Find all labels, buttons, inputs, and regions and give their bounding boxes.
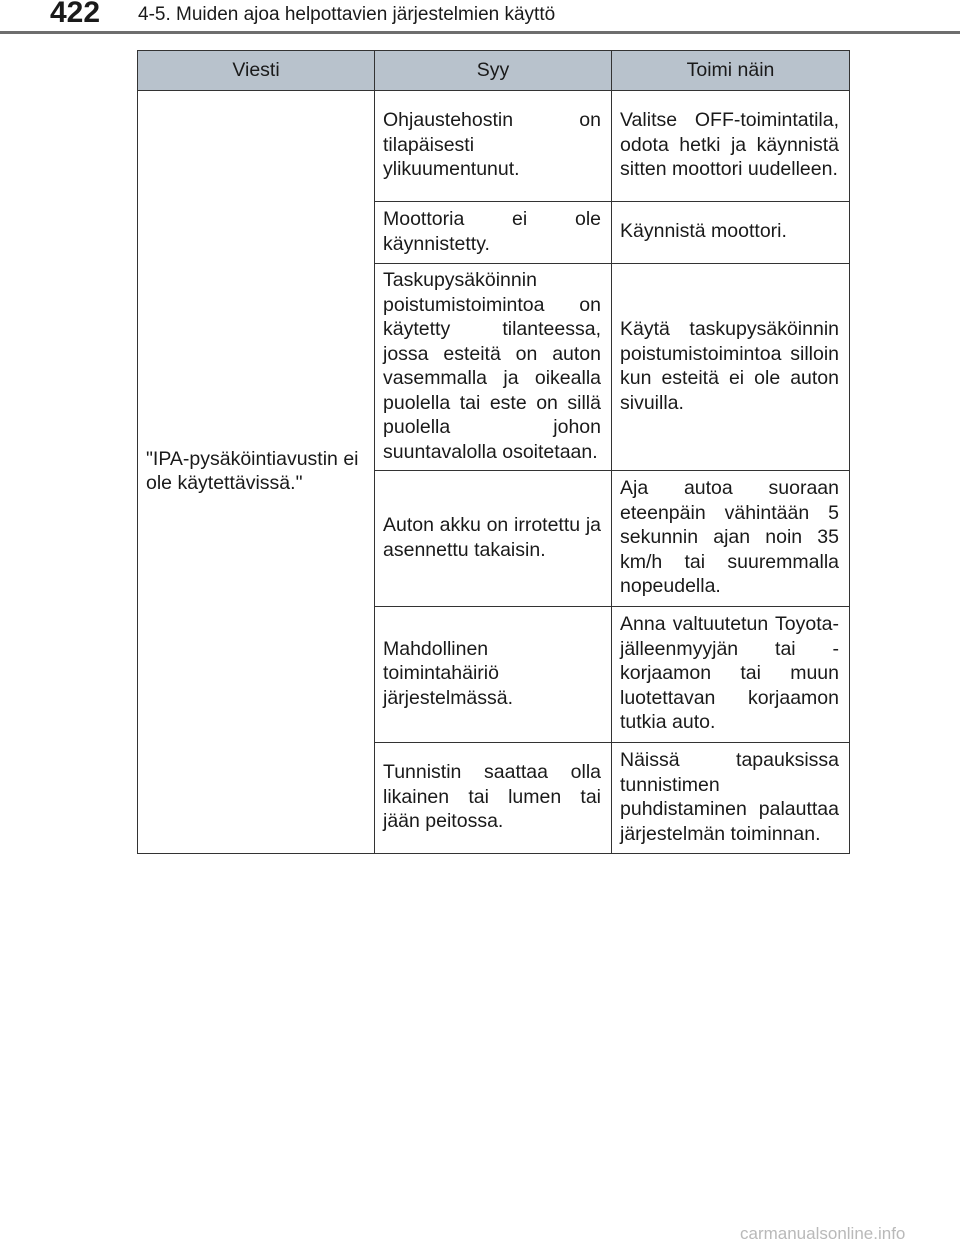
watermark: carmanualsonline.info [740,1224,906,1243]
section-title: 4-5. Muiden ajoa helpottavien järjestelmien käyttö [138,4,556,25]
action-cell: Valitse OFF-toimintatila, odota hetki ja käynnistä sitten moottori uudelleen. [612,91,850,202]
cause-cell: Ohjaustehostin on tilapäisesti ylikuumentunut. [375,91,612,202]
message-cell: "IPA-pysäköintiavustin ei ole käytettävissä." [138,91,375,854]
action-cell: Käytä taskupysäköinnin poistumistoimintoa silloin kun esteitä ei ole auton sivuilla. [612,264,850,471]
column-header-action: Toimi näin [612,51,850,91]
column-header-message: Viesti [138,51,375,91]
cause-cell: Taskupysäköinnin poistumistoimintoa on käytetty tilanteessa, jossa esteitä on auton vasemmalla ja oikealla puolella tai este on sillä puolella johon suuntavalolla osoitetaan. [375,264,612,471]
action-cell: Anna valtuutetun Toyota-jälleenmyyjän tai -korjaamon tai muun luotettavan korjaamon tutkia auto. [612,607,850,743]
cause-cell: Mahdollinen toimintahäiriö järjestelmässä. [375,607,612,743]
action-cell: Aja autoa suoraan eteenpäin vähintään 5 sekunnin ajan noin 35 km/h tai suuremmalla nopeudella. [612,471,850,607]
cause-cell: Moottoria ei ole käynnistetty. [375,202,612,264]
cause-cell: Auton akku on irrotettu ja asennettu takaisin. [375,471,612,607]
page-number: 422 [50,0,101,29]
header-divider [0,31,960,34]
action-cell: Käynnistä moottori. [612,202,850,264]
action-cell: Näissä tapauksissa tunnistimen puhdistaminen palauttaa järjestelmän toiminnan. [612,743,850,854]
cause-cell: Tunnistin saattaa olla likainen tai lumen tai jään peitossa. [375,743,612,854]
table-header-row [138,51,850,91]
table-row [138,91,850,202]
page-header [0,0,960,36]
message-table [137,50,850,854]
column-header-cause: Syy [375,51,612,91]
